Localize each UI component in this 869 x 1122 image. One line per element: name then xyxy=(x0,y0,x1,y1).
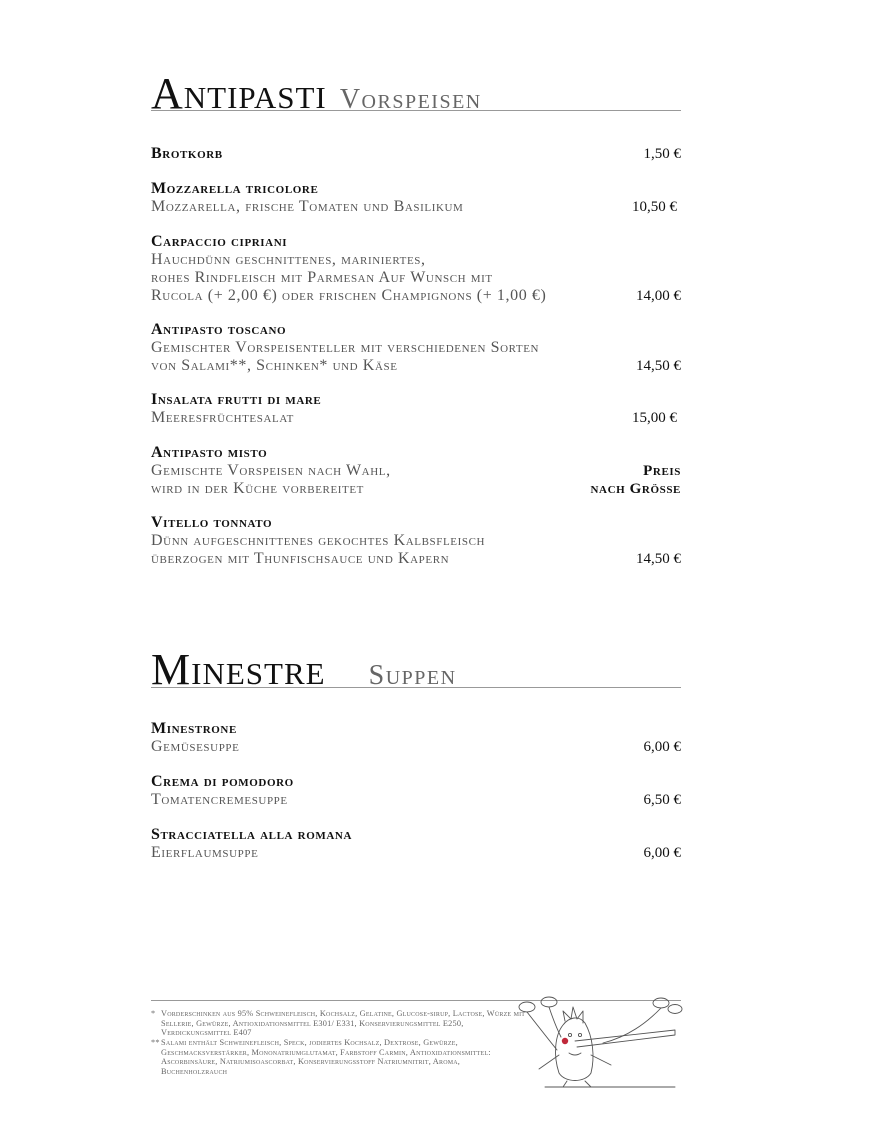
footnote-mark: * xyxy=(151,1009,156,1018)
pinocchio-doodle-icon xyxy=(515,995,685,1090)
item-price: Preis xyxy=(643,463,681,479)
item-description: wird in der Küche vorbereitet xyxy=(151,480,364,497)
menu-item xyxy=(151,391,681,427)
item-price: 6,00 € xyxy=(643,739,681,755)
item-price: 10,50 € xyxy=(632,199,677,215)
item-description: Mozzarella, frische Tomaten und Basilikum xyxy=(151,198,464,215)
item-name: Antipasto toscano xyxy=(151,321,287,338)
item-name: Brotkorb xyxy=(151,145,223,162)
menu-item xyxy=(151,826,681,862)
item-name: Carpaccio cipriani xyxy=(151,233,288,250)
minestre-header xyxy=(151,645,681,694)
item-description: Eierflaumsuppe xyxy=(151,844,259,861)
footnote xyxy=(151,1009,526,1038)
item-name: Crema di pomodoro xyxy=(151,773,294,790)
item-price: nach Grösse xyxy=(590,481,681,497)
antipasti-header xyxy=(151,69,681,118)
item-description: Rucola (+ 2,00 €) oder frischen Champignons (+ 1,00 €) xyxy=(151,287,547,304)
menu-item xyxy=(151,145,681,163)
item-price: 6,00 € xyxy=(643,845,681,861)
item-description: Tomatencremesuppe xyxy=(151,791,288,808)
footnote xyxy=(151,1038,526,1076)
item-name: Minestrone xyxy=(151,720,237,737)
item-description: Gemischte Vorspeisen nach Wahl, xyxy=(151,462,391,479)
item-name: Stracciatella alla romana xyxy=(151,826,352,843)
menu-item xyxy=(151,720,681,756)
item-price: 14,00 € xyxy=(636,288,681,304)
menu-item xyxy=(151,233,681,305)
menu-item xyxy=(151,444,681,498)
item-description: Meeresfrüchtesalat xyxy=(151,409,294,426)
menu-item xyxy=(151,773,681,809)
antipasti-title: Antipasti xyxy=(151,69,327,118)
footnote-mark: ** xyxy=(151,1038,160,1047)
item-description: Hauchdünn geschnittenes, mariniertes, xyxy=(151,251,426,268)
item-price: 6,50 € xyxy=(643,792,681,808)
item-price: 14,50 € xyxy=(636,358,681,374)
item-description: überzogen mit Thunfischsauce und Kapern xyxy=(151,550,450,567)
minestre-subtitle: Suppen xyxy=(368,660,457,691)
antipasti-subtitle: Vorspeisen xyxy=(339,84,482,115)
item-name: Insalata frutti di mare xyxy=(151,391,322,408)
footnote-text: Salami enthält Schweinefleisch, Speck, jodiertes Kochsalz, Dextrose, Gewürze, Geschmacksverstärker, Mononatriumglutamat, Farbstoff Carmin, Antioxidationsmittel: Ascorbinsäure, Natriumisoascorbat, Konservierungsstoff Natriumnitrit, Aroma, Buchenholzrauch xyxy=(161,1038,491,1076)
item-price: 14,50 € xyxy=(636,551,681,567)
menu-item xyxy=(151,180,681,216)
minestre-title: Minestre xyxy=(151,645,326,694)
item-description: rohes Rindfleisch mit Parmesan Auf Wunsch mit xyxy=(151,269,493,286)
item-name: Vitello tonnato xyxy=(151,514,273,531)
item-price: 1,50 € xyxy=(643,146,681,162)
item-price: 15,00 € xyxy=(632,410,677,426)
item-description: Gemüsesuppe xyxy=(151,738,240,755)
item-description: Dünn aufgeschnittenes gekochtes Kalbsfleisch xyxy=(151,532,486,549)
menu-item xyxy=(151,321,681,375)
item-description: Gemischter Vorspeisenteller mit verschiedenen Sorten xyxy=(151,339,540,356)
footnote-text: Vorderschinken aus 95% Schweinefleisch, Kochsalz, Gelatine, Glucose-sirup, Lactose, Würze mit Sellerie, Gewürze, Antioxidationsmittel E301/ E331, Konservierungsmittel E250, Verdickungsmittel E407 xyxy=(161,1009,526,1037)
nose-dot xyxy=(562,1038,568,1044)
item-name: Mozzarella tricolore xyxy=(151,180,319,197)
item-name: Antipasto misto xyxy=(151,444,268,461)
menu-item xyxy=(151,514,681,568)
item-description: von Salami**, Schinken* und Käse xyxy=(151,357,398,374)
